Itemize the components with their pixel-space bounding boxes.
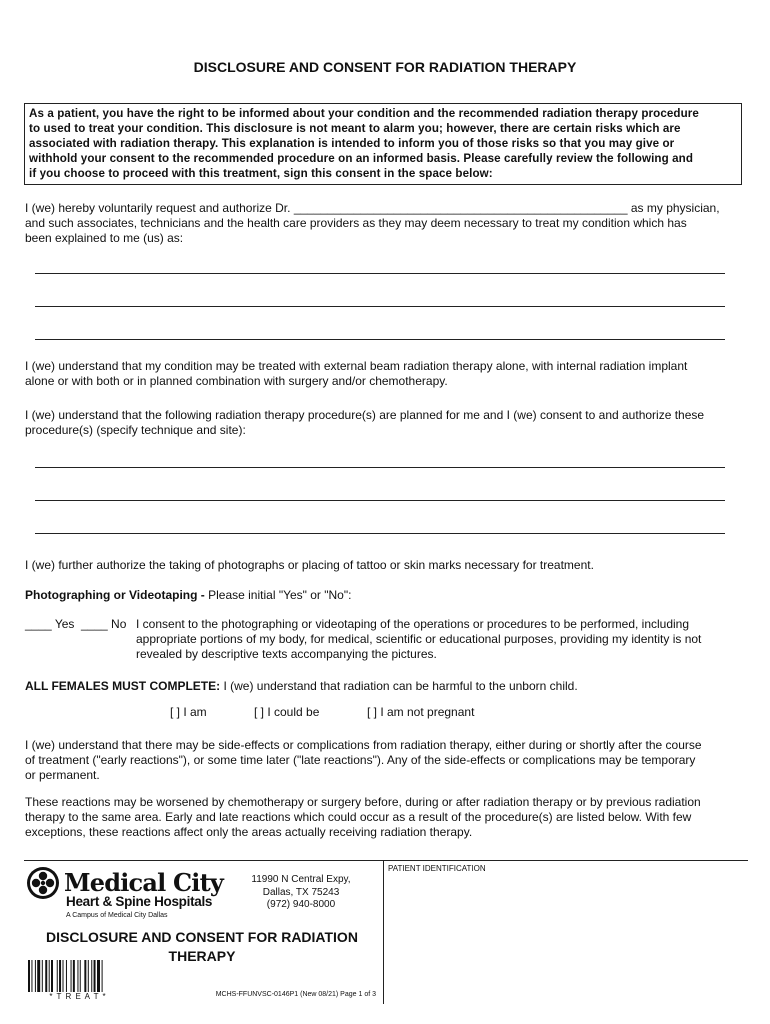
- photo-section-label: Photographing or Videotaping -: [25, 588, 209, 602]
- footer-divider: [24, 860, 748, 861]
- procedures-paragraph: [25, 408, 747, 438]
- footer-vertical-divider: [383, 860, 384, 1004]
- physician-name-blank[interactable]: __________________________________________________: [293, 201, 628, 215]
- authorize-line: and such associates, technicians and the health care providers as they may deem necessary to treat my condition which has: [25, 216, 687, 230]
- females-label: ALL FEMALES MUST COMPLETE:: [25, 679, 224, 693]
- side-effects-line: I (we) understand that there may be side-effects or complications from radiation therapy, either during or shortly after the course: [25, 738, 702, 752]
- barcode-bar: [37, 960, 40, 992]
- side-effects-paragraph: [25, 738, 747, 783]
- barcode-bar: [71, 960, 72, 992]
- hospital-address: [228, 874, 374, 912]
- page-title: DISCLOSURE AND CONSENT FOR RADIATION THERAPY: [193, 59, 577, 75]
- photo-section-heading: [25, 588, 747, 603]
- photo-consent-line: appropriate portions of my body, for medical, scientific or educational purposes, providing my identity is not: [136, 632, 702, 646]
- females-section: [25, 679, 747, 694]
- barcode-bar: [66, 960, 67, 992]
- barcode-bar: [73, 960, 75, 992]
- barcode-bar: [91, 960, 92, 992]
- side-effects-line: or permanent.: [25, 768, 100, 782]
- procedure-blank-line[interactable]: [35, 467, 725, 468]
- reactions-line: therapy to the same area. Early and late reactions which could occur as a result of the procedure(s) are listed below. With few: [25, 810, 692, 824]
- condition-blank-line[interactable]: [35, 306, 725, 307]
- barcode-text: * T R E A T *: [49, 992, 107, 1001]
- authorize-paragraph: [25, 201, 747, 246]
- patient-identification-label: PATIENT IDENTIFICATION: [388, 864, 486, 873]
- barcode-bar: [88, 960, 89, 992]
- photo-section-instruction: Please initial "Yes" or "No":: [208, 588, 352, 602]
- form-code: MCHS-FFUNVSC-0146P1 (New 08/21) Page 1 of 3: [215, 991, 376, 998]
- intro-line: withhold your consent to the recommended procedure on an informed basis. Please carefully review the following and: [29, 152, 693, 165]
- barcode-bar: [77, 960, 78, 992]
- footer-title-line: DISCLOSURE AND CONSENT FOR RADIATION: [46, 929, 358, 945]
- barcode-bar: [35, 960, 36, 992]
- barcode-bar: [57, 960, 58, 992]
- intro-line: to used to treat your condition. This disclosure is not meant to alarm you; however, there are certain risks which are: [29, 122, 681, 135]
- intro-line: As a patient, you have the right to be informed about your condition and the recommended radiation therapy procedure: [29, 107, 699, 120]
- reactions-line: exceptions, these reactions affect only the areas actually receiving radiation therapy.: [25, 825, 473, 839]
- photos-authorization: I (we) further authorize the taking of photographs or placing of tattoo or skin marks necessary for treatment.: [25, 558, 594, 572]
- photo-consent-line: revealed by descriptive texts accompanying the pictures.: [136, 647, 437, 661]
- understand-line: I (we) understand that my condition may be treated with external beam radiation therapy alone, with internal radiation implant: [25, 359, 688, 373]
- barcode-bar: [94, 960, 96, 992]
- pregnancy-option-not-pregnant[interactable]: [ ] I am not pregnant: [367, 705, 475, 719]
- barcode-bar: [42, 960, 43, 992]
- understand-line: alone or with both or in planned combination with surgery and/or chemotherapy.: [25, 374, 448, 388]
- reactions-paragraph: [25, 795, 747, 840]
- barcode-bar: [51, 960, 53, 992]
- condition-blank-line[interactable]: [35, 273, 725, 274]
- intro-line: associated with radiation therapy. This explanation is intended to inform you of those risks so that you may give or: [29, 137, 675, 150]
- understand-treatment-paragraph: [25, 359, 747, 389]
- address-line: 11990 N Central Expy,: [251, 874, 351, 885]
- pregnancy-option-could-be[interactable]: [ ] I could be: [254, 705, 320, 719]
- barcode-bar: [49, 960, 50, 992]
- authorize-suffix: as my physician,: [627, 201, 720, 215]
- procedure-blank-line[interactable]: [35, 500, 725, 501]
- address-line: (972) 940-8000: [266, 899, 336, 910]
- address-line: Dallas, TX 75243: [262, 886, 340, 898]
- pregnancy-option-i-am[interactable]: [ ] I am: [170, 705, 207, 719]
- barcode-bar: [102, 960, 103, 992]
- barcode-bar: [63, 960, 64, 992]
- photo-consent-text: [136, 617, 746, 662]
- barcode-bar: [31, 960, 32, 992]
- procedures-line: procedure(s) (specify technique and site):: [25, 423, 246, 437]
- procedure-blank-line[interactable]: [35, 533, 725, 534]
- barcode-bar: [59, 960, 61, 992]
- photo-consent-line: I consent to the photographing or videotaping of the operations or procedures to be performed, including: [136, 617, 690, 631]
- authorize-line: been explained to me (us) as:: [25, 231, 184, 245]
- barcode: [28, 960, 128, 992]
- logo-campus: A Campus of Medical City Dallas: [66, 912, 168, 919]
- logo-subtitle: Heart & Spine Hospitals: [66, 894, 213, 909]
- footer-title-line: THERAPY: [168, 948, 236, 964]
- photo-no-initial[interactable]: ____ No: [81, 617, 127, 631]
- procedures-line: I (we) understand that the following radiation therapy procedure(s) are planned for me and I (we) consent to and authorize these: [25, 408, 705, 422]
- authorize-prefix: I (we) hereby voluntarily request and authorize Dr.: [25, 201, 294, 215]
- intro-box: [24, 103, 742, 185]
- logo-name: Medical City: [64, 868, 224, 897]
- barcode-bar: [28, 960, 30, 992]
- intro-line: if you choose to proceed with this treatment, sign this consent in the space below:: [29, 167, 493, 180]
- barcode-bar: [80, 960, 81, 992]
- medical-city-logo-icon: [26, 866, 60, 900]
- reactions-line: These reactions may be worsened by chemotherapy or surgery before, during or after radiation therapy or by previous radiation: [25, 795, 701, 809]
- barcode-bar: [97, 960, 100, 992]
- females-text: I (we) understand that radiation can be harmful to the unborn child.: [223, 679, 578, 693]
- barcode-bar: [84, 960, 86, 992]
- side-effects-line: of treatment ("early reactions"), or some time later ("late reactions"). Any of the side-effects or complications may be temporary: [25, 753, 696, 767]
- photo-yes-initial[interactable]: ____ Yes: [25, 617, 75, 631]
- condition-blank-line[interactable]: [35, 339, 725, 340]
- barcode-bar: [45, 960, 47, 992]
